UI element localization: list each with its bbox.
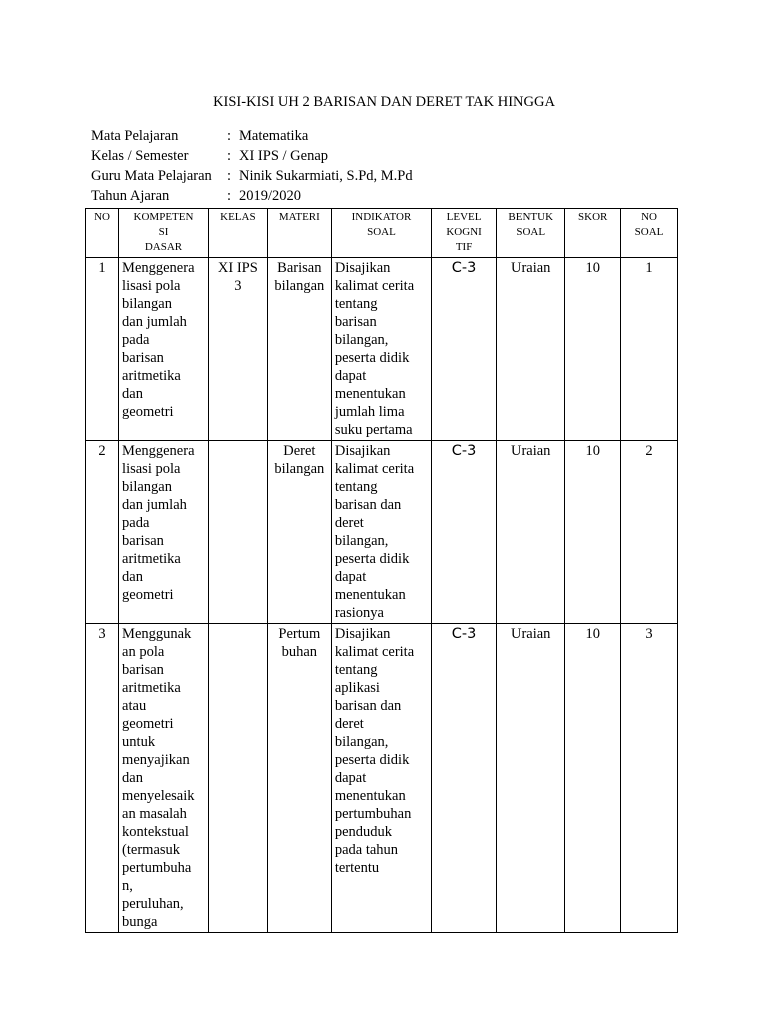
table-header-row <box>86 209 678 258</box>
header-kelas: KELAS <box>208 209 267 258</box>
cell-indikator: Disajikan kalimat cerita tentang barisan dan deret bilangan, peserta didik dapat menentukan rasionya <box>331 441 431 624</box>
cell-no-soal: 1 <box>621 258 678 441</box>
header-materi: MATERI <box>267 209 331 258</box>
meta-colon: : <box>227 188 232 204</box>
cell-no-soal: 2 <box>621 441 678 624</box>
cell-skor: 10 <box>565 624 621 933</box>
meta-row-year <box>91 187 413 207</box>
meta-colon: : <box>227 128 232 144</box>
table-row <box>86 258 678 441</box>
cell-materi: Barisan bilangan <box>267 258 331 441</box>
header-kompetensi: KOMPETEN SI DASAR <box>119 209 209 258</box>
cell-indikator: Disajikan kalimat cerita tentang barisan bilangan, peserta didik dapat menentukan jumlah lima suku pertama <box>331 258 431 441</box>
meta-value: Ninik Sukarmiati, S.Pd, M.Pd <box>239 168 413 184</box>
table-row <box>86 441 678 624</box>
meta-row-subject <box>91 127 413 147</box>
cell-skor: 10 <box>565 441 621 624</box>
meta-key: Kelas / Semester <box>91 148 189 164</box>
cell-bentuk: Uraian <box>497 624 565 933</box>
cell-materi: Deret bilangan <box>267 441 331 624</box>
cell-indikator: Disajikan kalimat cerita tentang aplikasi barisan dan deret bilangan, peserta didik dapat menentukan pertumbuhan penduduk pada tahun tertentu <box>331 624 431 933</box>
cell-kompetensi: Menggenera lisasi pola bilangan dan jumlah pada barisan aritmetika dan geometri <box>119 258 209 441</box>
header-bentuk: BENTUK SOAL <box>497 209 565 258</box>
meta-row-class <box>91 147 413 167</box>
cell-level: C-3 <box>432 441 497 624</box>
cell-level: C-3 <box>432 258 497 441</box>
meta-colon: : <box>227 168 232 184</box>
header-level: LEVEL KOGNI TIF <box>432 209 497 258</box>
table-row <box>86 624 678 933</box>
cell-no: 3 <box>86 624 119 933</box>
meta-colon: : <box>227 148 232 164</box>
meta-key: Guru Mata Pelajaran <box>91 168 212 184</box>
header-skor: SKOR <box>565 209 621 258</box>
cell-kompetensi: Menggunak an pola barisan aritmetika atau geometri untuk menyajikan dan menyelesaik an masalah kontekstual (termasuk pertumbuha n, peruluhan, bunga <box>119 624 209 933</box>
header-no: NO <box>86 209 119 258</box>
meta-value: XI IPS / Genap <box>239 148 329 164</box>
cell-no: 2 <box>86 441 119 624</box>
meta-key: Tahun Ajaran <box>91 188 170 204</box>
meta-value: 2019/2020 <box>239 188 302 204</box>
cell-no-soal: 3 <box>621 624 678 933</box>
cell-kelas <box>208 624 267 933</box>
meta-value: Matematika <box>239 128 309 144</box>
cell-no: 1 <box>86 258 119 441</box>
page-title: KISI-KISI UH 2 BARISAN DAN DERET TAK HINGGA <box>213 94 555 110</box>
header-no-soal: NO SOAL <box>621 209 678 258</box>
cell-bentuk: Uraian <box>497 441 565 624</box>
cell-skor: 10 <box>565 258 621 441</box>
meta-row-teacher <box>91 167 413 187</box>
header-indikator: INDIKATOR SOAL <box>331 209 431 258</box>
document-meta <box>91 127 413 207</box>
meta-key: Mata Pelajaran <box>91 128 179 144</box>
cell-materi: Pertum buhan <box>267 624 331 933</box>
cell-kelas: XI IPS 3 <box>208 258 267 441</box>
cell-kelas <box>208 441 267 624</box>
cell-level: C-3 <box>432 624 497 933</box>
cell-kompetensi: Menggenera lisasi pola bilangan dan jumlah pada barisan aritmetika dan geometri <box>119 441 209 624</box>
kisi-table <box>85 208 678 933</box>
cell-bentuk: Uraian <box>497 258 565 441</box>
